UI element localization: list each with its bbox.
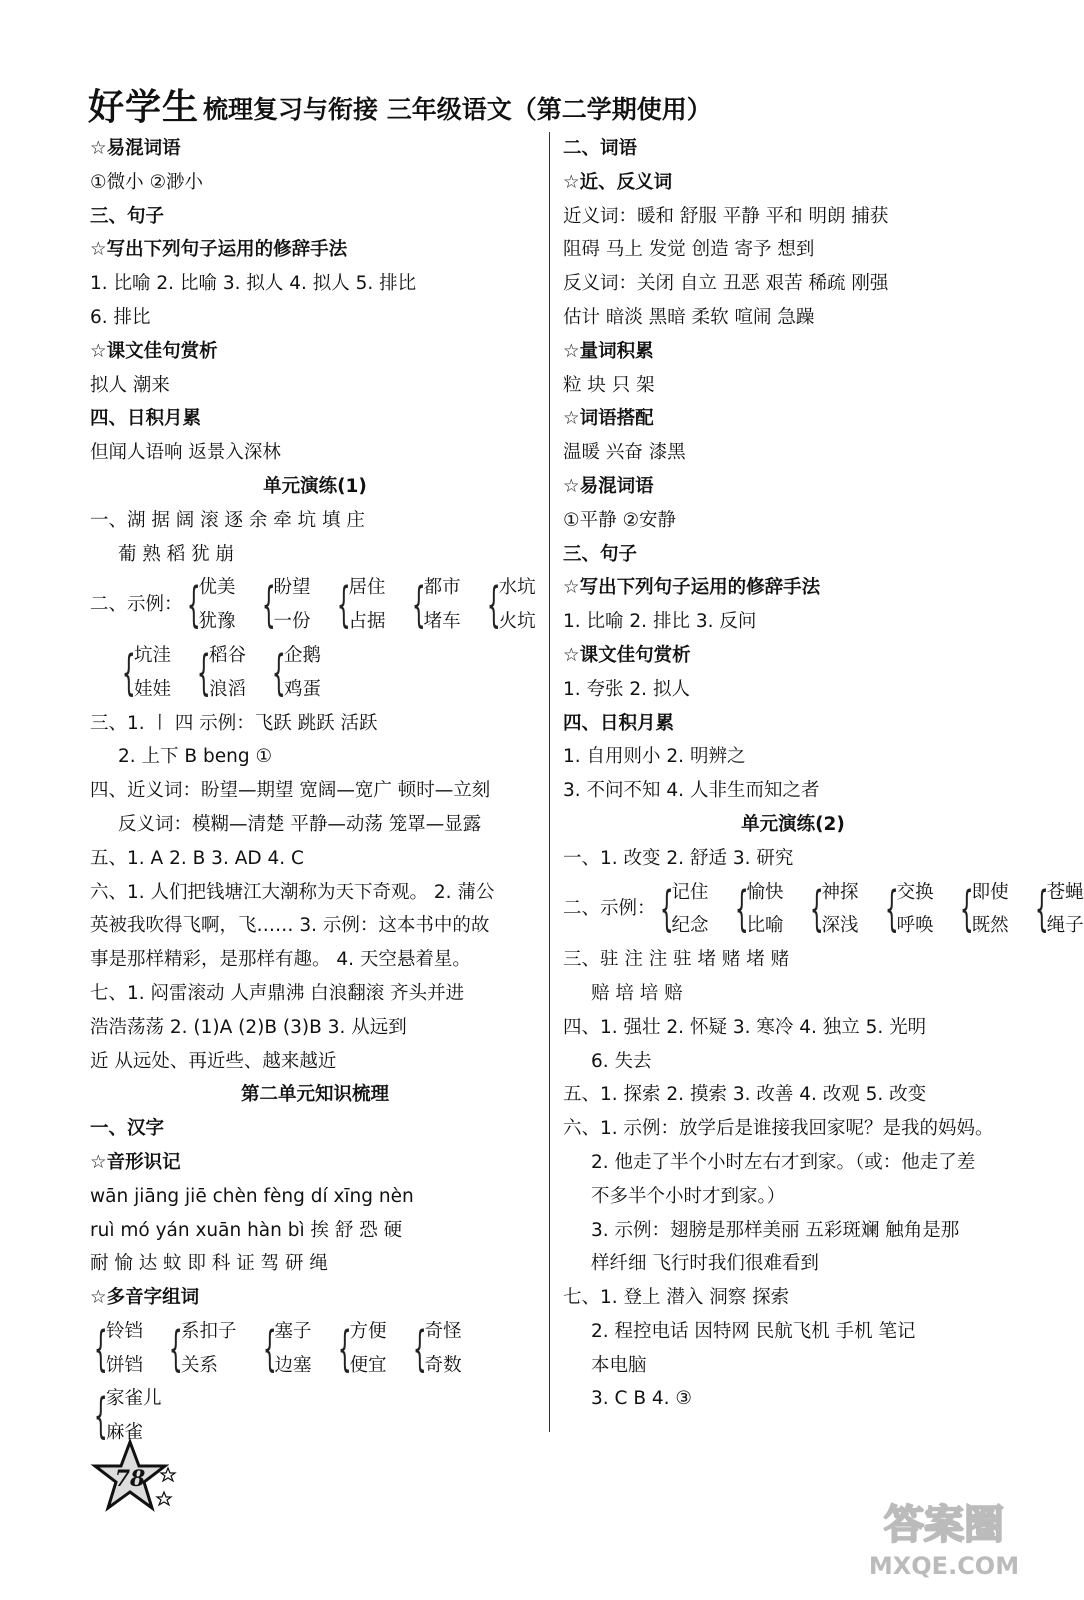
pair-word: 鸡蛋	[284, 678, 322, 700]
word-pair	[268, 639, 321, 707]
pair-word: 比喻	[746, 915, 784, 937]
left-column	[90, 132, 540, 1450]
word-pair	[731, 876, 784, 944]
brace-icon: {	[411, 577, 426, 634]
brace-icon: {	[186, 577, 201, 634]
answer-line: 耐 愉 达 蚊 即 科 证 驾 研 绳	[90, 1253, 328, 1275]
pair-word: 稻谷	[209, 644, 247, 666]
answer-line: 浩浩荡荡 2. (1)A (2)B (3)B 3. 从远到	[90, 1016, 407, 1038]
answer-line: 六、1. 示例：放学后是谁接我回家呢？是我的妈妈。	[563, 1118, 994, 1140]
pair-word: 系扣子	[181, 1320, 237, 1342]
answer-line: 三、驻 注 注 驻 堵 赌 堵 赌	[563, 949, 790, 971]
pair-word: 方便	[349, 1320, 387, 1342]
answer-line: ruì mó yán xuān hàn bì 挨 舒 恐 硬	[90, 1219, 403, 1241]
watermark	[859, 1486, 1029, 1586]
brace-icon: {	[809, 881, 824, 938]
word-pair	[806, 876, 859, 944]
word-pair	[165, 1315, 237, 1383]
pair-word: 水坑	[498, 577, 536, 599]
line-label: 二、示例：	[90, 594, 183, 616]
answer-line: 近 从远处、再近些、越来越近	[90, 1050, 337, 1072]
word-pair	[1031, 876, 1084, 944]
pair-word: 塞子	[274, 1320, 312, 1342]
brace-icon: {	[262, 1320, 277, 1377]
star-icon	[92, 1438, 182, 1518]
pair-word: 占据	[348, 611, 386, 633]
pair-word: 苍蝇	[1046, 881, 1084, 903]
brace-icon: {	[93, 1320, 108, 1377]
pair-word: 呼唤	[896, 915, 934, 937]
answer-line: 三、句子	[563, 543, 638, 565]
pair-word: 深浅	[821, 915, 859, 937]
answer-line: ①平静 ②安静	[563, 509, 677, 531]
pair-word: 记住	[671, 881, 709, 903]
brace-icon: {	[337, 1320, 352, 1377]
answer-line: ☆写出下列句子运用的修辞手法	[563, 577, 821, 599]
answer-line: 四、近义词：盼望—期望 宽阔—宽广 顿时—立刻	[90, 780, 491, 802]
pair-word: 奇怪	[424, 1320, 462, 1342]
line-label: 二、示例：	[563, 898, 656, 920]
answer-line: 四、1. 强壮 2. 怀疑 3. 寒冷 4. 独立 5. 光明	[563, 1016, 927, 1038]
brace-icon: {	[168, 1320, 183, 1377]
pair-word: 犹豫	[198, 611, 236, 633]
word-pair	[956, 876, 1009, 944]
word-pair	[409, 1315, 462, 1383]
pair-word: 奇数	[424, 1354, 462, 1376]
book-subtitle: 梳理复习与衔接 三年级语文（第二学期使用）	[203, 95, 712, 124]
answer-line	[563, 876, 1084, 944]
answer-line: ☆多音字组词	[90, 1287, 200, 1309]
answer-line: ☆量词积累	[563, 340, 654, 362]
pair-word: 边塞	[274, 1354, 312, 1376]
answer-line: 6. 失去	[591, 1050, 652, 1072]
word-pair	[656, 876, 709, 944]
brace-icon: {	[412, 1320, 427, 1377]
answer-line: 近义词：暖和 舒服 平静 平和 明朗 捕获	[563, 205, 889, 227]
word-pair	[334, 1315, 387, 1383]
answer-line: ☆易混词语	[563, 475, 654, 497]
answer-line: 四、日积月累	[563, 712, 675, 734]
brace-icon: {	[93, 1388, 108, 1445]
pair-word: 纪念	[671, 915, 709, 937]
answer-line: 3. 示例：翅膀是那样美丽 五彩斑斓 触角是那	[591, 1219, 960, 1241]
pair-word: 神探	[821, 881, 859, 903]
brace-icon: {	[271, 644, 286, 701]
pair-word: 坑洼	[134, 644, 172, 666]
word-pair	[333, 571, 386, 639]
right-column	[563, 132, 1084, 1416]
page-number: 78	[114, 1466, 146, 1492]
answer-line	[90, 639, 540, 707]
brace-icon: {	[959, 881, 974, 938]
answer-line: 阻碍 马上 发觉 创造 寄予 想到	[563, 239, 815, 261]
pair-word: 浪滔	[209, 678, 247, 700]
answer-line	[90, 1315, 540, 1383]
answer-line: ☆课文佳句赏析	[563, 644, 691, 666]
word-pair	[118, 639, 171, 707]
answer-line: 本电脑	[591, 1354, 647, 1376]
answer-line: 反义词：关闭 自立 丑恶 艰苦 稀疏 刚强	[563, 273, 889, 295]
pair-word: 盼望	[273, 577, 311, 599]
answer-line: 赔 培 培 赔	[591, 982, 683, 1004]
answer-line: 一、湖 据 阔 滚 逐 余 牵 坑 填 庄	[90, 509, 365, 531]
pair-word: 优美	[198, 577, 236, 599]
brace-icon: {	[196, 644, 211, 701]
pair-word: 便宜	[349, 1354, 387, 1376]
answer-line: 估计 暗淡 黑暗 柔软 喧闹 急躁	[563, 306, 815, 328]
answer-line: ☆词语搭配	[563, 408, 654, 430]
word-pair	[258, 571, 311, 639]
pair-word: 绳子	[1046, 915, 1084, 937]
answer-line: 第二单元知识梳理	[240, 1084, 389, 1106]
answer-line: 反义词：模糊—清楚 平静—动荡 笼罩—显露	[118, 813, 482, 835]
word-pair	[881, 876, 934, 944]
brace-icon: {	[486, 577, 501, 634]
brace-icon: {	[1034, 881, 1049, 938]
answer-line: ☆音形识记	[90, 1151, 181, 1173]
answer-line: 七、1. 登上 潜入 洞察 探索	[563, 1287, 790, 1309]
answer-line: 不多半个小时才到家。）	[591, 1185, 786, 1207]
pair-word: 关系	[181, 1354, 219, 1376]
pair-word: 堵车	[423, 611, 461, 633]
answer-line: 葡 熟 稻 犹 崩	[118, 543, 235, 565]
pair-word: 饼铛	[106, 1354, 144, 1376]
page-header	[88, 80, 988, 130]
answer-line: 1. 比喻 2. 比喻 3. 拟人 4. 拟人 5. 排比	[90, 273, 417, 295]
pair-word: 家雀儿	[106, 1388, 162, 1410]
word-pair	[483, 571, 536, 639]
pair-word: 娃娃	[134, 678, 172, 700]
answer-line: 事是那样精彩，是那样有趣。 4. 天空悬着星。	[90, 949, 471, 971]
word-pair	[408, 571, 461, 639]
answer-line: 二、词语	[563, 138, 638, 159]
word-pair	[90, 1315, 143, 1383]
pair-word: 麻雀	[106, 1422, 144, 1444]
brand-title: 好学生	[88, 86, 200, 128]
answer-line: ☆易混词语	[90, 138, 181, 159]
answer-line: 1. 比喻 2. 排比 3. 反问	[563, 611, 757, 633]
answer-line: 一、汉字	[90, 1118, 165, 1140]
brace-icon: {	[884, 881, 899, 938]
answer-line: 七、1. 闷雷滚动 人声鼎沸 白浪翻滚 齐头并进	[90, 982, 465, 1004]
answer-line: ☆课文佳句赏析	[90, 340, 218, 362]
pair-word: 既然	[971, 915, 1009, 937]
answer-line: 英被我吹得飞啊，飞…… 3. 示例：这本书中的故	[90, 915, 490, 937]
answer-line: 一、1. 改变 2. 舒适 3. 研究	[563, 847, 794, 869]
pair-word: 企鹅	[284, 644, 322, 666]
answer-line: ☆写出下列句子运用的修辞手法	[90, 239, 348, 261]
answer-line: 6. 排比	[90, 306, 151, 328]
brace-icon: {	[261, 577, 276, 634]
pair-word: 即使	[971, 881, 1009, 903]
answer-line: 三、1. 〡 四 示例：飞跃 跳跃 活跃	[90, 712, 378, 734]
answer-line: 五、1. 探索 2. 摸索 3. 改善 4. 改观 5. 改变	[563, 1084, 927, 1106]
answer-line	[90, 571, 540, 639]
answer-line: 2. 上下 B beng ①	[118, 746, 273, 768]
answer-line: 3. C B 4. ③	[591, 1388, 693, 1410]
answer-line: 粒 块 只 架	[563, 374, 655, 396]
pair-word: 交换	[896, 881, 934, 903]
pair-word: 居住	[348, 577, 386, 599]
word-pair	[193, 639, 246, 707]
answer-line: 三、句子	[90, 205, 165, 227]
answer-line: 六、1. 人们把钱塘江大潮称为天下奇观。 2. 蒲公	[90, 881, 495, 903]
answer-line: 但闻人语响 返景入深林	[90, 442, 281, 464]
brace-icon: {	[336, 577, 351, 634]
pair-word: 火坑	[498, 611, 536, 633]
answer-line: ①微小 ②渺小	[90, 171, 204, 193]
answer-line: 拟人 潮来	[90, 374, 170, 396]
pair-word: 铃铛	[106, 1320, 144, 1342]
answer-line: 样纤细 飞行时我们很难看到	[591, 1253, 819, 1275]
brace-icon: {	[121, 644, 136, 701]
answer-line: 温暖 兴奋 漆黑	[563, 442, 686, 464]
word-pair	[183, 571, 236, 639]
answer-line: 五、1. A 2. B 3. AD 4. C	[90, 847, 304, 869]
pair-word: 都市	[423, 577, 461, 599]
answer-line: wān jiāng jiē chèn fèng dí xīng nèn	[90, 1185, 414, 1207]
word-pair	[259, 1315, 312, 1383]
page-number-badge	[92, 1438, 182, 1518]
brace-icon: {	[734, 881, 749, 938]
answer-line: 3. 不问不知 4. 人非生而知之者	[563, 780, 820, 802]
watermark-bottom: MXQE.COM	[868, 1552, 1020, 1580]
answer-line: 单元演练(2)	[741, 813, 845, 835]
pair-word: 愉快	[746, 881, 784, 903]
answer-line: ☆近、反义词	[563, 171, 673, 193]
answer-line: 2. 他走了半个小时左右才到家。（或：他走了差	[591, 1151, 976, 1173]
watermark-top: 答案圈	[884, 1502, 1004, 1548]
answer-line: 四、日积月累	[90, 408, 202, 430]
answer-line: 单元演练(1)	[263, 475, 367, 497]
pair-word: 一份	[273, 611, 311, 633]
column-divider	[549, 132, 550, 1432]
answer-line: 1. 自用则小 2. 明辨之	[563, 746, 746, 768]
brace-icon: {	[659, 881, 674, 938]
answer-line: 1. 夸张 2. 拟人	[563, 678, 690, 700]
answer-line: 2. 程控电话 因特网 民航飞机 手机 笔记	[591, 1320, 916, 1342]
